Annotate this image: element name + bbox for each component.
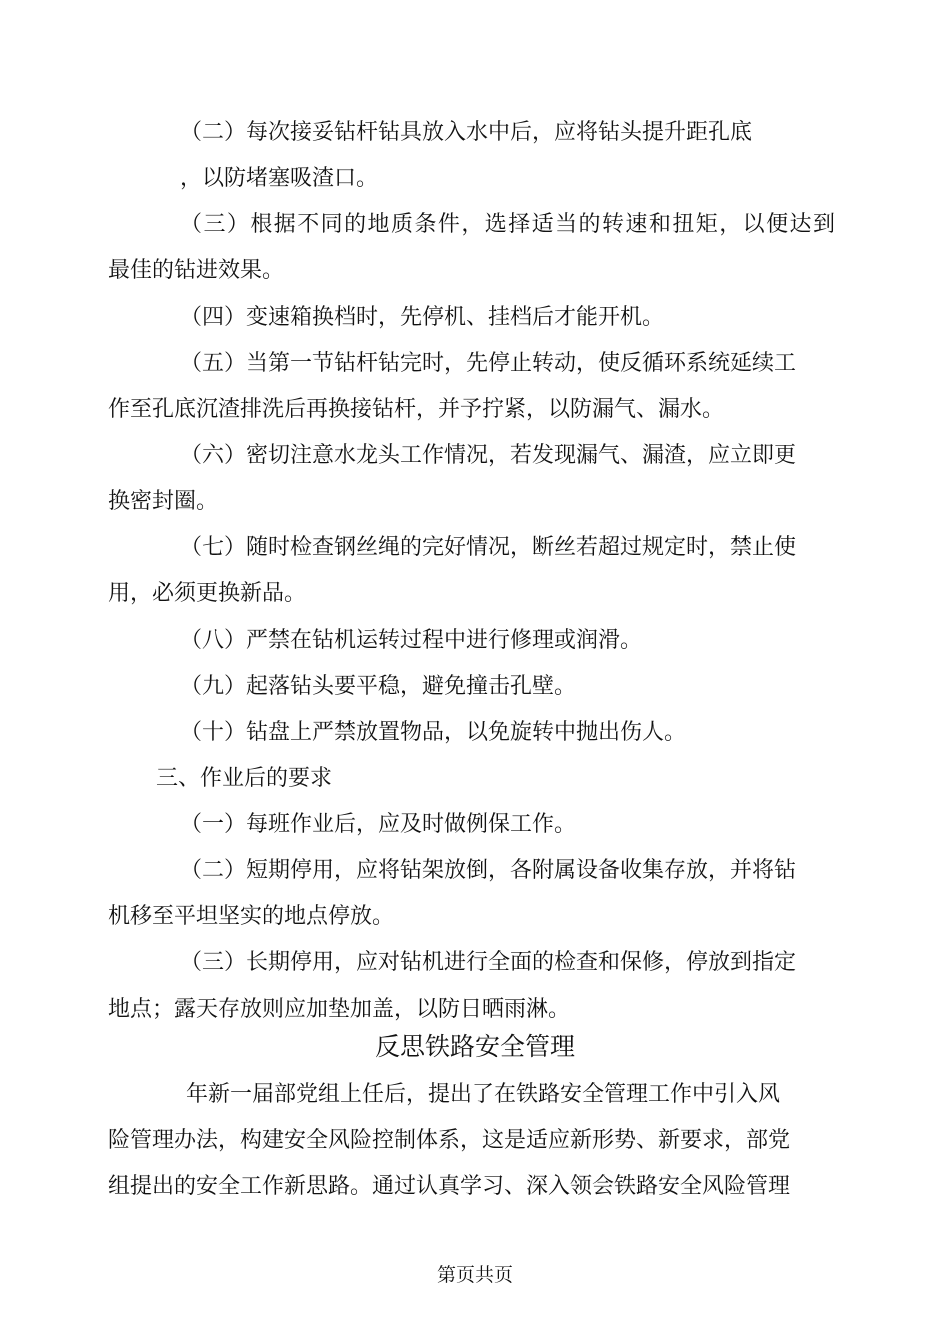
paragraph-line: （八）严禁在钻机运转过程中进行修理或润滑。 — [180, 628, 643, 653]
page-footer: 第页共页 — [436, 1264, 513, 1286]
paragraph-line: （三）根据不同的地质条件，选择适当的转速和扭矩，以便达到 — [180, 212, 835, 237]
paragraph-line: 最佳的钻进效果。 — [108, 258, 285, 283]
paragraph-line: （六）密切注意水龙头工作情况，若发现漏气、漏渣，应立即更 — [180, 443, 797, 468]
article-line: 年新一届部党组上任后，提出了在铁路安全管理工作中引入风 — [186, 1082, 781, 1107]
paragraph-line: （四）变速箱换档时，先停机、挂档后才能开机。 — [180, 305, 665, 330]
paragraph-line: 作至孔底沉渣排洗后再换接钻杆，并予拧紧，以防漏气、漏水。 — [108, 397, 725, 422]
paragraph-line: （七）随时检查钢丝绳的完好情况，断丝若超过规定时，禁止使 — [180, 535, 797, 560]
paragraph-line: （一）每班作业后，应及时做例保工作。 — [180, 812, 577, 837]
paragraph-line: 地点；露天存放则应加垫加盖，以防日晒雨淋。 — [108, 997, 571, 1022]
paragraph-line: （五）当第一节钻杆钻完时，先停止转动，使反循环系统延续工 — [180, 351, 797, 376]
paragraph-line: （十）钻盘上严禁放置物品，以免旋转中抛出伤人。 — [180, 720, 687, 745]
paragraph-line: （九）起落钻头要平稳，避免撞击孔壁。 — [180, 674, 577, 699]
article-line: 险管理办法，构建安全风险控制体系，这是适应新形势、新要求，部党 — [108, 1128, 791, 1153]
paragraph-line: 用，必须更换新品。 — [108, 581, 307, 606]
paragraph-line: （二）短期停用，应将钻架放倒，各附属设备收集存放，并将钻 — [180, 858, 797, 883]
article-line: 组提出的安全工作新思路。通过认真学习、深入领会铁路安全风险管理 — [108, 1174, 791, 1199]
paragraph-line: 机移至平坦坚实的地点停放。 — [108, 904, 395, 929]
paragraph-line: ，以防堵塞吸渣口。 — [180, 166, 379, 191]
article-title: 反思铁路安全管理 — [374, 1032, 575, 1061]
paragraph-line: （三）长期停用，应对钻机进行全面的检查和保修，停放到指定 — [180, 950, 797, 975]
paragraph-line: 换密封圈。 — [108, 489, 219, 514]
paragraph-line: （二）每次接妥钻杆钻具放入水中后，应将钻头提升距孔底 — [180, 120, 753, 145]
section-heading: 三、作业后的要求 — [156, 766, 333, 791]
